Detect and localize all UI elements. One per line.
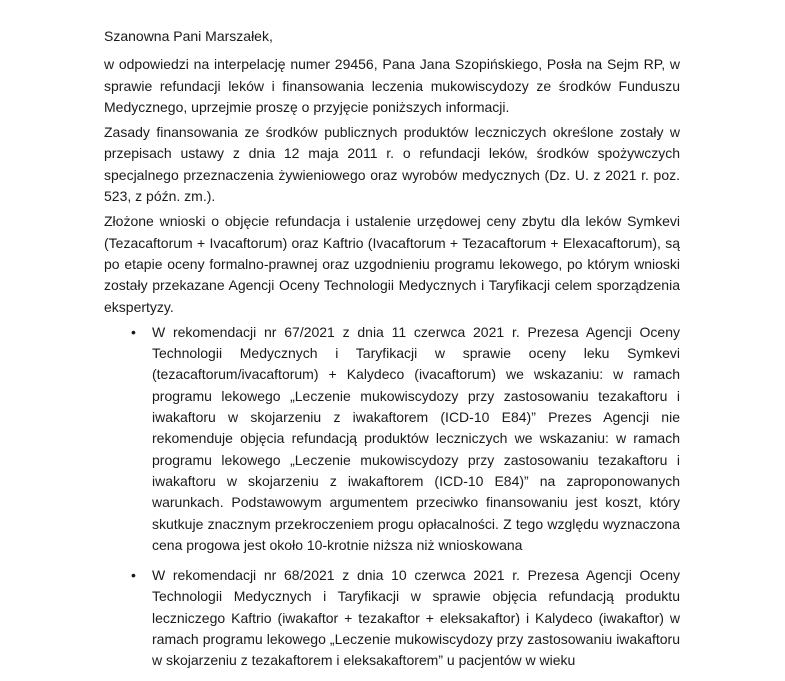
letter-document <box>104 0 680 681</box>
recommendation-68-2021-text: W rekomendacji nr 68/2021 z dnia 10 czerwca 2021 r. Prezesa Agencji Oceny Technologii Medycznych i Taryfikacji w sprawie objęcia refundacją produktu leczniczego Kaftrio (iwakaftor + tezakaftor + eleksakaftor) i Kalydeco (iwakaftor) w ramach programu lekowego „Leczenie mukowiscydozy przy zastosowaniu iwakaftoru w skojarzeniu z tezakaftorem i eleksakaftorem” u pacjentów w wieku <box>152 567 680 669</box>
paragraph-legal-basis: Zasady finansowania ze środków publicznych produktów leczniczych określone zostały w przepisach ustawy z dnia 12 maja 2011 r. o refundacji leków, środków spożywczych specjalnego przeznaczenia żywieniowego oraz wyrobów medycznych (Dz. U. z 2021 r. poz. 523, z późn. zm.). <box>104 124 680 205</box>
paragraph-submitted-applications: Złożone wnioski o objęcie refundacja i ustalenie urzędowej ceny zbytu dla leków Symkevi (Tezacaftorum + Ivacaftorum) oraz Kaftrio (Ivacaftorum + Tezacaftorum + Elexacaftorum), są po etapie oceny formalno-prawnej oraz uzgodnieniu programu lekowego, po którym wnioski zostały przekazane Agencji Oceny Technologii Medycznych i Taryfikacji celem sporządzenia ekspertyzy. <box>104 213 680 315</box>
salutation: Szanowna Pani Marszałek, <box>104 28 273 44</box>
list-item-recommendation-68-2021 <box>131 565 680 671</box>
paragraph-interpellation-intro: w odpowiedzi na interpelację numer 29456, Pana Jana Szopińskiego, Posła na Sejm RP, w sprawie refundacji leków i finansowania leczenia mukowiscydozy ze środków Funduszu Medycznego, uprzejmie proszę o przyjęcie poniższych informacji. <box>104 56 680 115</box>
bullet-icon: • <box>131 323 136 340</box>
recommendations-list <box>104 322 680 672</box>
bullet-icon: • <box>131 567 136 584</box>
recommendation-67-2021-text: W rekomendacji nr 67/2021 z dnia 11 czerwca 2021 r. Prezesa Agencji Oceny Technologii Medycznych i Taryfikacji w sprawie oceny leku Symkevi (tezacaftorum/ivacaftorum) + Kalydeco (ivacaftorum) we wskazaniu: w ramach programu lekowego „Leczenie mukowiscydozy przy zastosowaniu tezakaftoru i iwakaftoru w skojarzeniu z iwakaftorem (ICD-10 E84)” Prezes Agencji nie rekomenduje objęcia refundacją produktów leczniczych we wskazaniu: w ramach programu lekowego „Leczenie mukowiscydozy przy zastosowaniu tezakaftoru i iwakaftoru w skojarzeniu z iwakaftorem (ICD-10 E84)” na zaproponowanych warunkach. Podstawowym argumentem przeciwko finansowaniu jest koszt, który skutkuje znacznym przekroczeniem progu opłacalności. Z tego względu wyznaczona cena progowa jest około 10-krotnie niższa niż wnioskowana <box>152 323 680 553</box>
list-item-recommendation-67-2021 <box>131 322 680 556</box>
